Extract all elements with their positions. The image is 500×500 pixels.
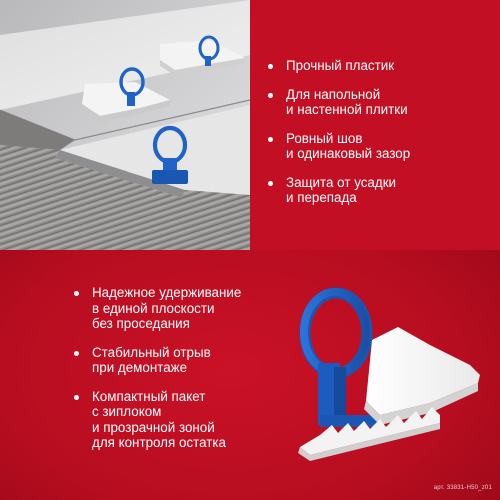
feature-item: Ровный шов и одинаковый зазор (266, 131, 496, 162)
feature-item: Защита от усадки и перепада (266, 175, 496, 206)
bullet-dot-icon (268, 93, 273, 98)
feature-item: Для напольной и настенной плитки (266, 87, 496, 118)
feature-item: Прочный пластик (266, 58, 496, 74)
bullet-dot-icon (74, 395, 79, 400)
feature-list-bottom (72, 285, 272, 464)
clip-ring (304, 292, 367, 373)
feature-list-top (266, 58, 496, 219)
bullet-dot-icon (74, 351, 79, 356)
article-code: арт. 33831-H50_z01 (433, 485, 492, 491)
bullet-dot-icon (74, 291, 79, 296)
product-image (280, 275, 490, 465)
feature-item: Стабильный отрыв при демонтаже (72, 345, 272, 376)
tile-installation-illustration (0, 0, 250, 250)
bullet-dot-icon (268, 181, 273, 186)
tile-installation-photo (0, 0, 250, 250)
bullet-dot-icon (268, 64, 273, 69)
feature-item: Компактный пакет с зиплоком и прозрачной зоной для контроля остатка (72, 389, 272, 451)
feature-item: Надежное удерживание в единой плоскости без проседания (72, 285, 272, 332)
clip-and-wedge-illustration (280, 275, 490, 465)
bullet-dot-icon (268, 137, 273, 142)
